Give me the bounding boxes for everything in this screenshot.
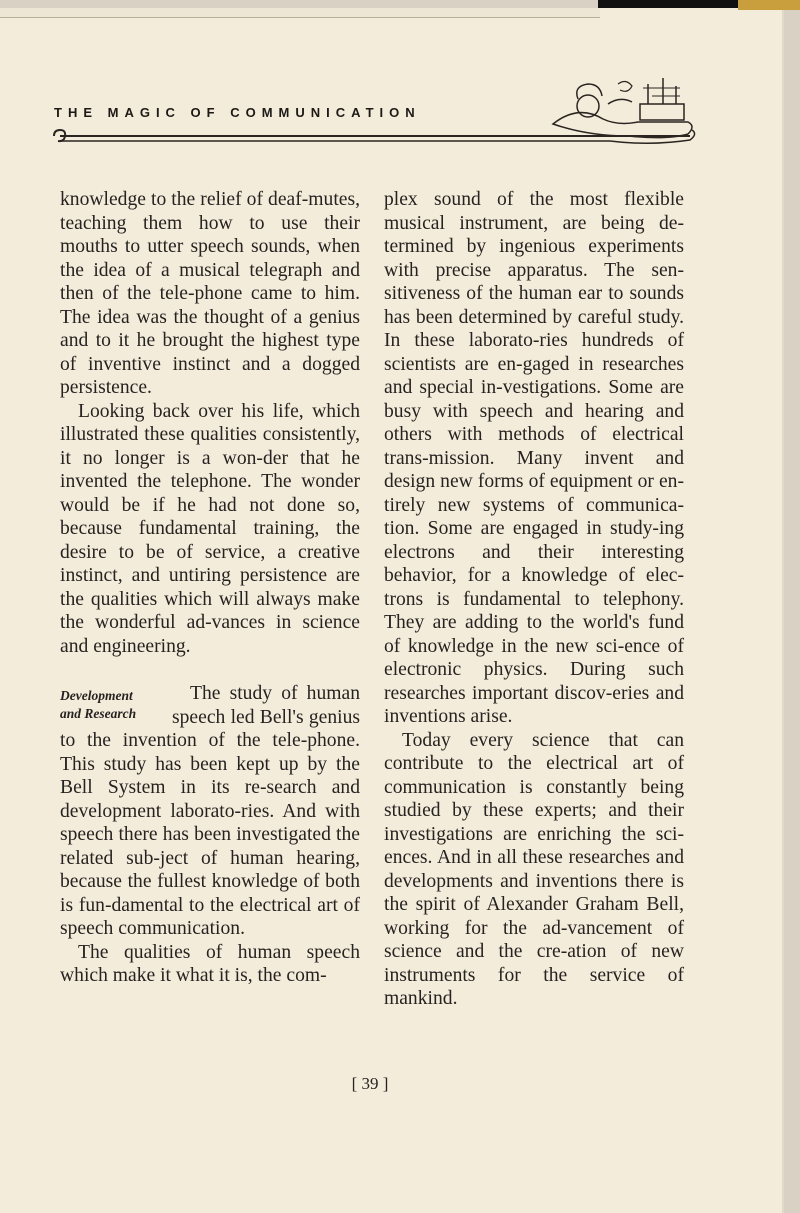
book-page bbox=[0, 8, 782, 1213]
paragraph: The study of human speech led Bell's genius to the invention of the tele-phone. This study has been kept up by the Bell System in its re-search and development laborato-ries. And with speech there has been investigated the related sub-ject of human hearing, because the fullest knowledge of both is fun-damental to the electrical art of speech communication. bbox=[60, 683, 360, 939]
page-number: [ 39 ] bbox=[351, 1074, 389, 1093]
side-heading-line: and Research bbox=[60, 706, 137, 721]
right-column bbox=[384, 188, 684, 1011]
paragraph: Today every science that can contribute to the electrical art of communication is constantly being studied by these experts; and their investigations are enriching the sci-ences. And in all these researches and developments and inventions there is the spirit of Alexander Graham Bell, working for the ad-vancement of science and the cre-ation of new instruments for the service of mankind. bbox=[384, 729, 684, 1009]
running-header: THE MAGIC OF COMMUNICATION bbox=[54, 105, 421, 120]
gold-tab bbox=[738, 0, 800, 10]
left-column bbox=[60, 188, 360, 988]
ship-and-cherub-ornament bbox=[548, 74, 698, 144]
black-tab bbox=[598, 0, 738, 8]
paragraph: knowledge to the relief of deaf-mutes, teaching them how to use their mouths to utter speech sounds, when the idea of a musical telegraph and then of the tele-phone came to him. The idea was the thought of a genius and to it he brought the highest type of inventive instinct and a dogged persistence. bbox=[60, 189, 360, 398]
side-heading bbox=[60, 687, 164, 723]
side-heading-section bbox=[60, 682, 360, 941]
page-top-edge bbox=[0, 8, 600, 18]
paragraph: plex sound of the most flexible musical instrument, are being de-termined by ingenious experiments with precise apparatus. The sen-sitiveness of the human ear to sounds has been determined by careful study. In these laborato-ries hundreds of scientists are en-gaged in researches and special in-vestigations. Some are busy with speech and hearing and others with methods of electrical trans-mission. Many invent and design new forms of equipment or en-tirely new systems of communica-tion. Some are engaged in study-ing electrons and their interesting behavior, for a knowledge of elec-trons is fundamental to telephony. They are adding to the world's fund of knowledge in the new sci-ence of electronic physics. During such researches important discov-eries and inventions arise. bbox=[384, 189, 684, 727]
side-heading-line: Development bbox=[60, 688, 133, 703]
paragraph: The qualities of human speech which make it what it is, the com- bbox=[60, 941, 360, 986]
paragraph: Looking back over his life, which illustrated these qualities consistently, it no longer is a won-der that he invented the telephone. The wonder would be if he had not done so, because fundamental training, the desire to be of service, a creative instinct, and untiring persistence are the qualities which will always make the wonderful ad-vances in science and engineering. bbox=[60, 400, 360, 657]
